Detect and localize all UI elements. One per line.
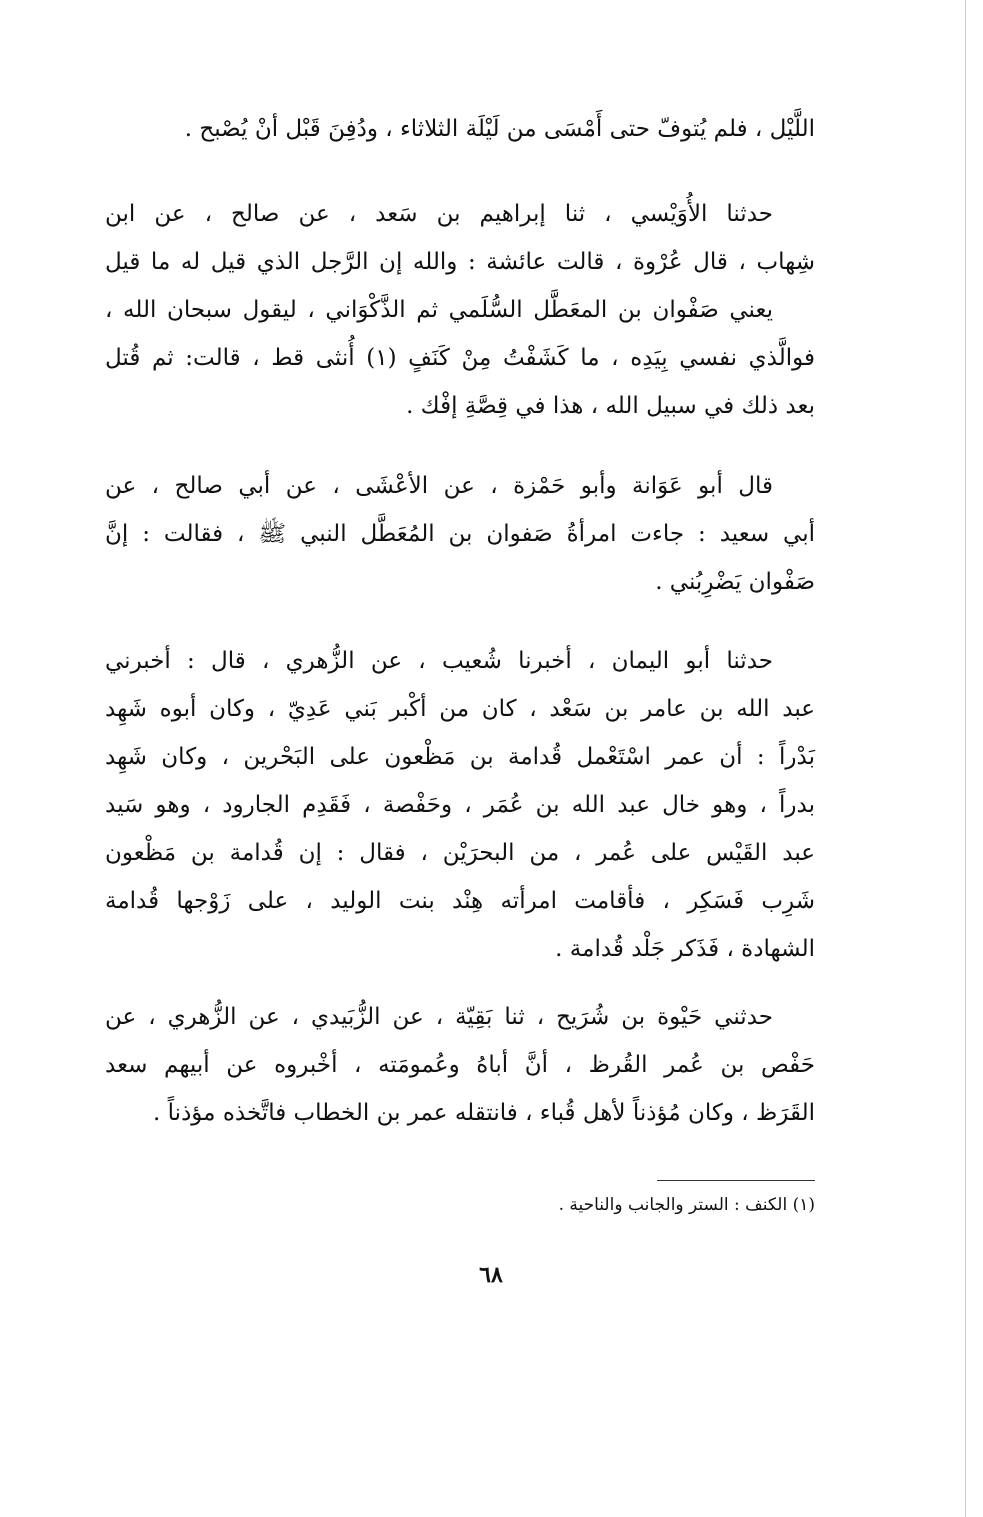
- text-line: صَفْوان يَضْرِبُني .: [655, 569, 815, 595]
- page-number: ٦٨: [479, 1262, 503, 1288]
- text-line: القَرَظ ، وكان مُؤذناً لأهل قُباء ، فانتقله عمر بن الخطاب فاتَّخذه مؤذناً .: [153, 1100, 815, 1126]
- text-line: عبد الله بن عامر بن سَعْد ، كان من أكْبر بَني عَدِيّ ، وكان أبوه شَهِد: [105, 696, 815, 722]
- text-line: شَرِب فَسَكِر ، فأقامت امرأته هِنْد بنت الوليد ، على زَوْجها قُدامة: [105, 888, 815, 914]
- footnote-divider: [657, 1180, 815, 1181]
- text-line: اللَّيْل ، فلم يُتوفّ حتى أَمْسَى من لَيْلَة الثلاثاء ، ودُفِنَ قَبْل أنْ يُصْبح .: [184, 116, 815, 142]
- text-line: عبد القَيْس على عُمر ، من البحرَيْن ، فقال : إن قُدامة بن مَظْعون: [105, 840, 815, 866]
- text-line: حدثني حَيْوة بن شُرَيح ، ثنا بَقِيّة ، عن الزُّبَيدي ، عن الزُّهري ، عن: [105, 1004, 773, 1030]
- text-line: بدراً ، وهو خال عبد الله بن عُمَر ، وحَفْصة ، فَقَدِم الجارود ، وهو سَيد: [105, 792, 815, 818]
- text-line: حَفْص بن عُمر القُرظ ، أنَّ أباهُ وعُمومَته ، أخْبروه عن أبيهم سعد: [105, 1052, 815, 1078]
- text-line: أبي سعيد : جاءت امرأةُ صَفوان بن المُعَطَّل النبي ﷺ ، فقالت : إنَّ: [105, 521, 815, 547]
- text-line: بَدْراً : أن عمر اسْتَعْمل قُدامة بن مَظْعون على البَحْرين ، وكان شَهِد: [105, 744, 815, 770]
- text-line: قال أبو عَوَانة وأبو حَمْزة ، عن الأعْشَى ، عن أبي صالح ، عن: [105, 473, 773, 499]
- footnote: (١) الكنف : الستر والجانب والناحية .: [558, 1195, 815, 1215]
- text-line: يعني صَفْوان بن المعَطَّل السُّلَمي ثم الذَّكْوَاني ، ليقول سبحان الله ،: [105, 297, 773, 323]
- text-line: حدثنا أبو اليمان ، أخبرنا شُعيب ، عن الزُّهري ، قال : أخبرني: [105, 648, 773, 674]
- text-line: الشهادة ، فَذَكر جَلْد قُدامة .: [555, 936, 815, 962]
- scan-edge-line: [965, 0, 966, 1517]
- text-line: فوالَّذي نفسي بِيَدِه ، ما كَشَفْتُ مِنْ كَنَفٍ (١) أُنثى قط ، قالت: ثم قُتل: [105, 345, 815, 371]
- text-line: بعد ذلك في سبيل الله ، هذا في قِصَّةِ إفْك .: [406, 393, 815, 419]
- text-line: حدثنا الأُوَيْسي ، ثنا إبراهيم بن سَعد ، عن صالح ، عن ابن: [105, 201, 773, 227]
- text-line: شِهاب ، قال عُرْوة ، قالت عائشة : والله إن الرَّجل الذي قيل له ما قيل: [105, 249, 815, 275]
